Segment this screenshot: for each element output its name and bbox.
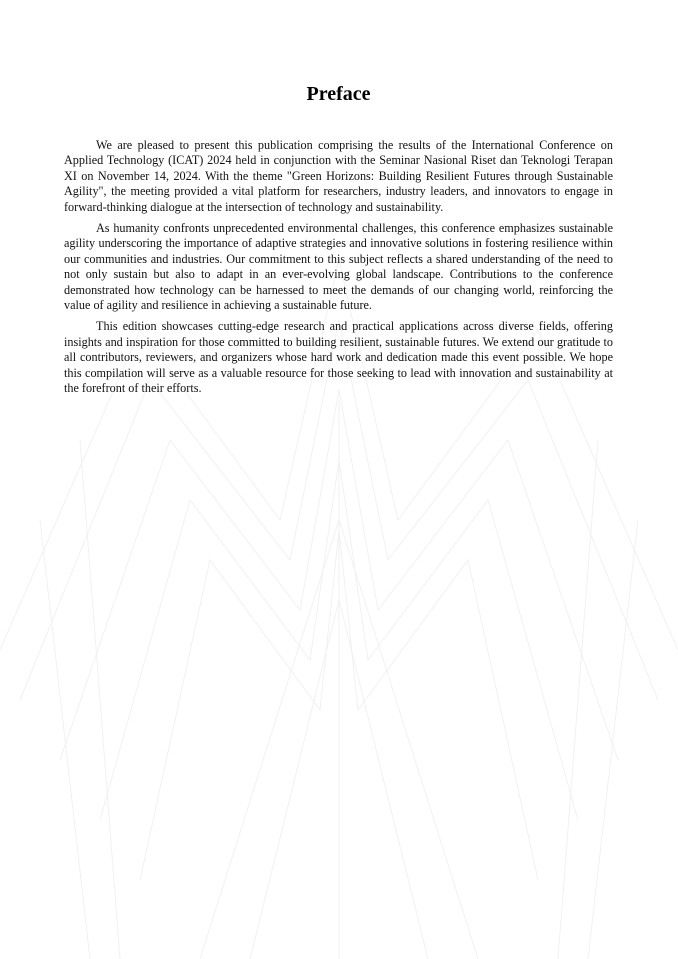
- page-title: Preface: [306, 83, 371, 105]
- paragraph-2: As humanity confronts unprecedented environmental challenges, this conference emphasizes sustainable agility underscoring the importance of adaptive strategies and innovative solutions in fostering resilience within our communities and industries. Our commitment to this subject reflects a shared understanding of the need to not only sustain but also to adapt in an ever-evolving global landscape. Contributions to the conference demonstrated how technology can be harnessed to meet the demands of our changing world, reinforcing the value of agility and resilience in achieving a sustainable future.: [64, 221, 613, 313]
- document-body: [64, 80, 613, 403]
- paragraph-3: This edition showcases cutting-edge research and practical applications across diverse fields, offering insights and inspiration for those committed to building resilient, sustainable futures. We extend our gratitude to all contributors, reviewers, and organizers whose hard work and dedication made this event possible. We hope this compilation will serve as a valuable resource for those seeking to lead with innovation and sustainability at the forefront of their efforts.: [64, 319, 613, 396]
- paragraph-1: We are pleased to present this publication comprising the results of the International Conference on Applied Technology (ICAT) 2024 held in conjunction with the Seminar Nasional Riset dan Teknologi Terapan XI on November 14, 2024. With the theme "Green Horizons: Building Resilient Futures through Sustainable Agility", the meeting provided a vital platform for researchers, industry leaders, and innovators to engage in forward-thinking dialogue at the intersection of technology and sustainability.: [64, 138, 613, 214]
